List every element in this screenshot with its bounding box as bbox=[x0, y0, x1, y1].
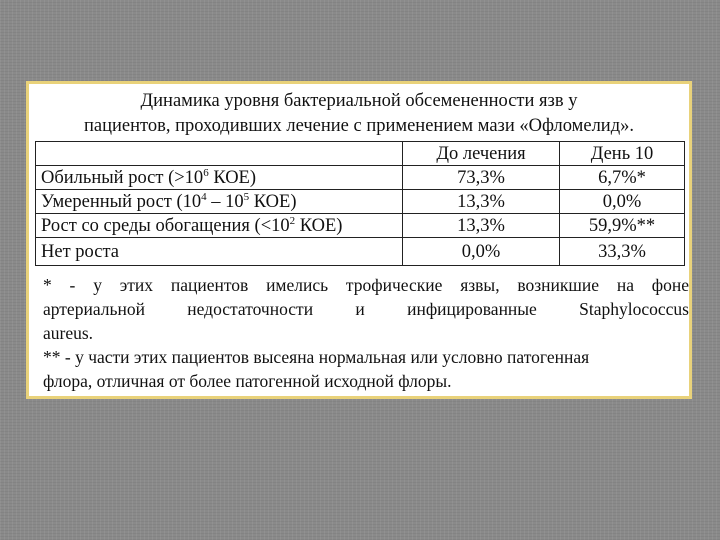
row-before-value: 13,3% bbox=[403, 214, 560, 238]
row-day10-value: 0,0% bbox=[560, 190, 685, 214]
footnote-2-line-1: ** - у части этих пациентов высеяна нормальная или условно патогенная bbox=[43, 347, 590, 367]
slide-title bbox=[29, 89, 689, 139]
table-header-before: До лечения bbox=[403, 142, 560, 166]
table-header-row bbox=[36, 142, 685, 166]
footnote-2-line-2: флора, отличная от более патогенной исходной флоры. bbox=[43, 371, 452, 391]
footnote-1-line-1: * - у этих пациентов имелись трофические язвы, возникшие на фоне bbox=[43, 275, 689, 295]
table-header-empty bbox=[36, 142, 403, 166]
row-label: Обильный рост ($>10^6$ КОЕ) bbox=[36, 166, 403, 190]
row-before-value: 13,3% bbox=[403, 190, 560, 214]
footnote-1-line-3: aureus. bbox=[43, 323, 94, 343]
footnote-1-line-2: артериальной недостаточности и инфицированные Staphylococcus bbox=[43, 299, 689, 319]
row-before-value: 73,3% bbox=[403, 166, 560, 190]
row-day10-value: 59,9%** bbox=[560, 214, 685, 238]
row-day10-value: 33,3% bbox=[560, 238, 685, 266]
title-line-1: Динамика уровня бактериальной обсемененности язв у bbox=[140, 91, 578, 111]
table-header-day10: День 10 bbox=[560, 142, 685, 166]
results-table bbox=[35, 141, 685, 266]
footnotes bbox=[43, 273, 689, 393]
title-line-2: пациентов, проходивших лечение с применением мази «Офломелид». bbox=[84, 116, 634, 136]
table-row bbox=[36, 238, 685, 266]
table-row bbox=[36, 166, 685, 190]
slide-panel bbox=[26, 81, 692, 399]
row-day10-value: 6,7%* bbox=[560, 166, 685, 190]
row-label: Нет роста bbox=[36, 238, 403, 266]
table-row bbox=[36, 190, 685, 214]
row-label: Умеренный рост ($10^4 - 10^5$ КОЕ) bbox=[36, 190, 403, 214]
row-before-value: 0,0% bbox=[403, 238, 560, 266]
table-row bbox=[36, 214, 685, 238]
row-label: Рост со среды обогащения ($<10^2$ КОЕ) bbox=[36, 214, 403, 238]
